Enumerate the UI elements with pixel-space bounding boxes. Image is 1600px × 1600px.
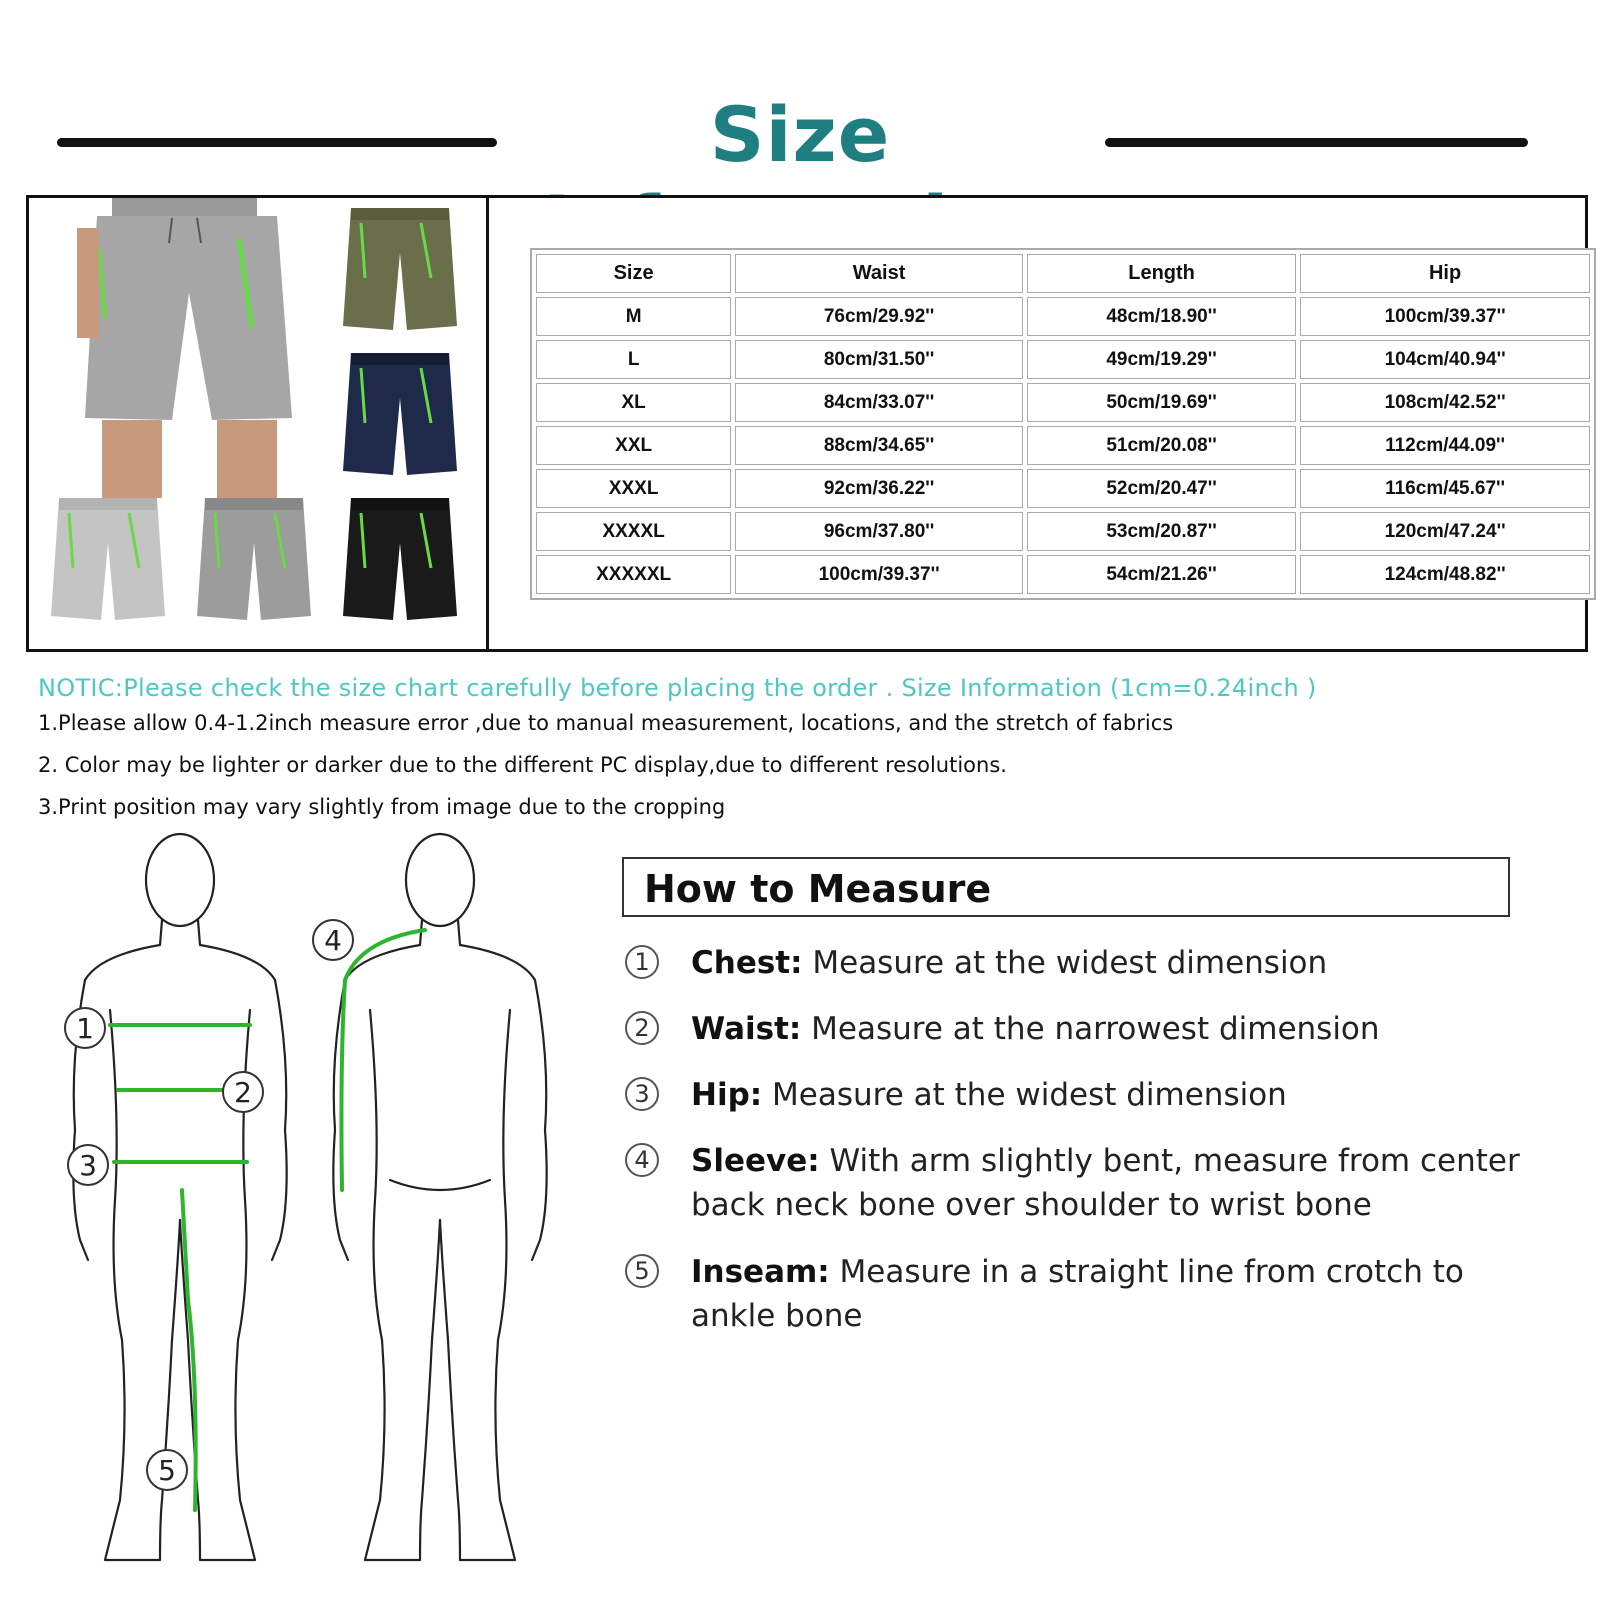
marker-3: [68, 1145, 108, 1185]
step-description: Measure in a straight line from crotch to ankle bone: [691, 1254, 1464, 1334]
waist-cell: 80cm/31.50'': [735, 340, 1023, 379]
table-row: [536, 340, 1590, 379]
marker-2-label: 2: [234, 1076, 252, 1109]
marker-4: [313, 920, 353, 960]
step-text: [691, 1073, 1521, 1117]
note-1: 1.Please allow 0.4-1.2inch measure error ,due to manual measurement, locations, and the stretch of fabrics: [38, 711, 1174, 735]
size-table: [530, 248, 1596, 600]
table-row: [536, 297, 1590, 336]
marker-4-label: 4: [324, 924, 342, 957]
table-row: [536, 469, 1590, 508]
step-text: [691, 1139, 1521, 1227]
step-number: 2: [625, 1011, 659, 1045]
waist-cell: 84cm/33.07'': [735, 383, 1023, 422]
size-cell: XXXL: [536, 469, 731, 508]
length-cell: 49cm/19.29'': [1027, 340, 1296, 379]
marker-5: [147, 1450, 187, 1490]
length-cell: 53cm/20.87'': [1027, 512, 1296, 551]
step-description: Measure at the widest dimension: [802, 945, 1328, 981]
step-description: Measure at the widest dimension: [762, 1077, 1287, 1113]
size-cell: XXXXXL: [536, 555, 731, 594]
step-description: Measure at the narrowest dimension: [801, 1011, 1380, 1047]
marker-5-label: 5: [158, 1454, 176, 1487]
length-cell: 51cm/20.08'': [1027, 426, 1296, 465]
hip-cell: 104cm/40.94'': [1300, 340, 1590, 379]
hip-cell: 124cm/48.82'': [1300, 555, 1590, 594]
step-label: Sleeve:: [691, 1143, 820, 1179]
waist-cell: 96cm/37.80'': [735, 512, 1023, 551]
grey-shorts-photo: [195, 498, 313, 626]
waist-cell: 88cm/34.65'': [735, 426, 1023, 465]
grey-shorts-model-photo: [77, 198, 297, 498]
waist-cell: 76cm/29.92'': [735, 297, 1023, 336]
step-label: Waist:: [691, 1011, 802, 1047]
back-body-figure: [333, 834, 546, 1560]
step-text: [691, 1007, 1521, 1051]
table-header-row: [536, 254, 1590, 293]
note-2: 2. Color may be lighter or darker due to the different PC display,due to different resolutions.: [38, 753, 1007, 777]
hip-cell: 116cm/45.67'': [1300, 469, 1590, 508]
hip-cell: 112cm/44.09'': [1300, 426, 1590, 465]
size-cell: M: [536, 297, 731, 336]
measurement-figures: [40, 820, 600, 1590]
product-photos: [29, 198, 489, 649]
size-cell: XL: [536, 383, 731, 422]
note-3: 3.Print position may vary slightly from image due to the cropping: [38, 795, 726, 819]
black-shorts-photo: [341, 498, 459, 626]
size-cell: XXL: [536, 426, 731, 465]
hip-cell: 108cm/42.52'': [1300, 383, 1590, 422]
title-row: [0, 90, 1600, 180]
step-text: [691, 1250, 1521, 1338]
header-length: Length: [1027, 254, 1296, 293]
title-rule-left: [57, 138, 497, 147]
marker-2: [223, 1072, 263, 1112]
step-text: [691, 941, 1521, 985]
step-label: Chest:: [691, 945, 803, 981]
marker-1-label: 1: [76, 1012, 94, 1045]
table-row: [536, 426, 1590, 465]
how-to-measure-header: [622, 857, 1510, 917]
step-number: 5: [625, 1254, 659, 1288]
step-number: 3: [625, 1077, 659, 1111]
table-row: [536, 383, 1590, 422]
light-grey-shorts-photo: [49, 498, 167, 626]
size-cell: L: [536, 340, 731, 379]
header-waist: Waist: [735, 254, 1023, 293]
step-label: Hip:: [691, 1077, 763, 1113]
marker-3-label: 3: [79, 1149, 97, 1182]
step-label: Inseam:: [691, 1254, 830, 1290]
waist-cell: 100cm/39.37'': [735, 555, 1023, 594]
length-cell: 50cm/19.69'': [1027, 383, 1296, 422]
length-cell: 48cm/18.90'': [1027, 297, 1296, 336]
header-size: Size: [536, 254, 731, 293]
length-cell: 52cm/20.47'': [1027, 469, 1296, 508]
front-body-figure: [73, 834, 286, 1560]
step-number: 4: [625, 1143, 659, 1177]
navy-shorts-photo: [341, 353, 459, 481]
header-hip: Hip: [1300, 254, 1590, 293]
hip-cell: 100cm/39.37'': [1300, 297, 1590, 336]
product-size-panel: [26, 195, 1588, 652]
step-number: 1: [625, 945, 659, 979]
hip-cell: 120cm/47.24'': [1300, 512, 1590, 551]
how-to-measure-title: How to Measure: [644, 867, 992, 911]
table-row: [536, 555, 1590, 594]
size-table-area: [492, 198, 1585, 649]
page-title: Size: [709, 90, 891, 179]
notice-text: NOTIC:Please check the size chart carefully before placing the order . Size Information (1cm=0.24inch ): [38, 674, 1317, 702]
length-cell: 54cm/21.26'': [1027, 555, 1296, 594]
waist-cell: 92cm/36.22'': [735, 469, 1023, 508]
olive-shorts-photo: [341, 208, 459, 336]
size-cell: XXXXL: [536, 512, 731, 551]
title-rule-right: [1105, 138, 1528, 147]
step-description: With arm slightly bent, measure from center back neck bone over shoulder to wrist bone: [691, 1143, 1520, 1223]
marker-1: [65, 1008, 105, 1048]
table-row: [536, 512, 1590, 551]
